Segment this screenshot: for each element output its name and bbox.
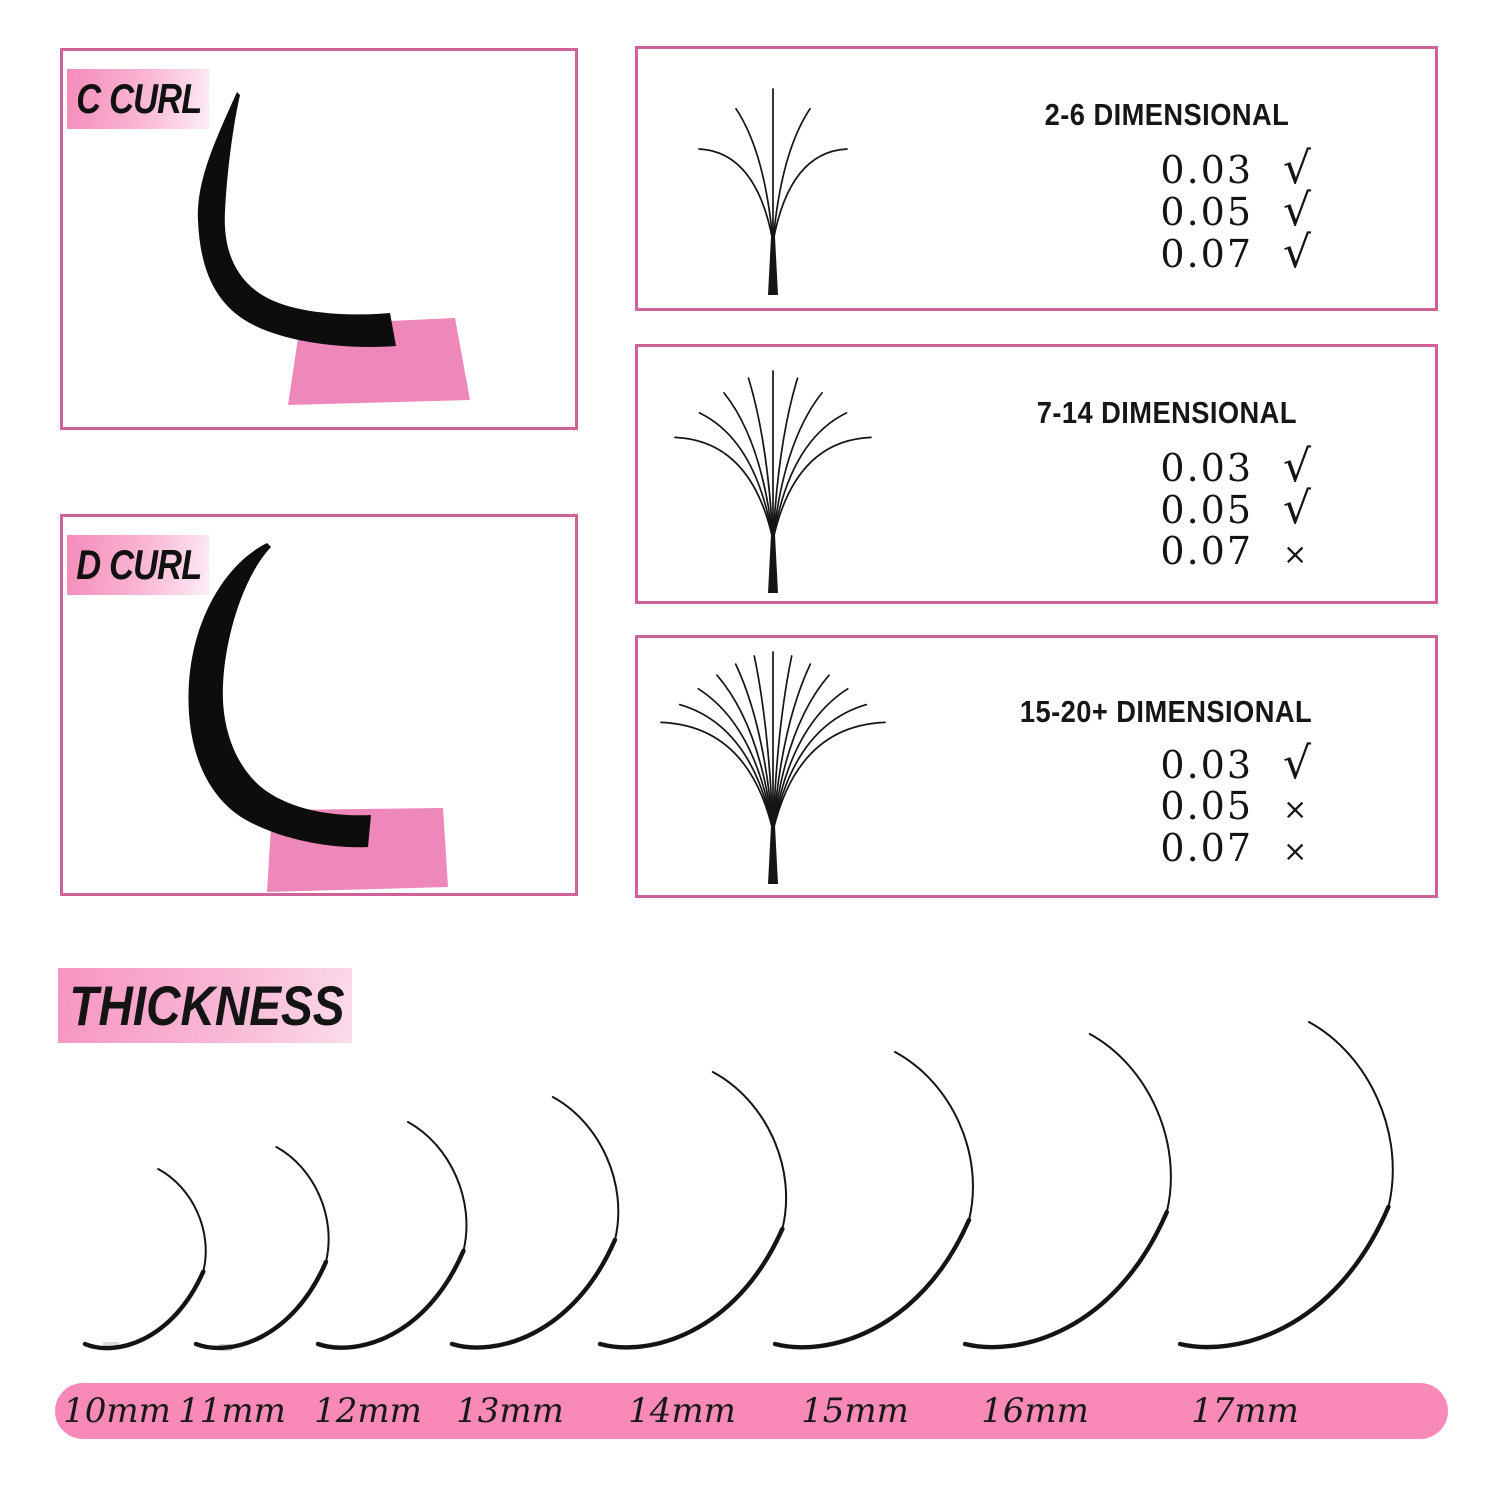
support-mark: √ — [1283, 441, 1312, 492]
d-curl-label-text: D CURL — [76, 541, 202, 588]
length-label: 17mm — [1191, 1391, 1299, 1431]
spec-row — [1108, 143, 1448, 194]
d-curl-lash — [188, 543, 371, 847]
d-curl-label — [67, 535, 209, 595]
spec-row — [1108, 529, 1448, 571]
spec-row — [1108, 185, 1448, 236]
dimensional-title: 7-14 DIMENSIONAL — [1036, 395, 1297, 430]
dimensional-card-2-6 — [635, 46, 1438, 311]
c-curl-label-text: C CURL — [76, 75, 202, 122]
fan-illustration-15-20 — [638, 644, 908, 892]
support-mark: √ — [1283, 738, 1312, 789]
thickness-spec-list — [1108, 143, 1448, 278]
spec-row — [1108, 826, 1448, 868]
c-curl-lash — [198, 92, 396, 347]
spec-row — [1108, 738, 1448, 789]
support-mark: √ — [1283, 227, 1312, 278]
length-label: 15mm — [801, 1391, 909, 1431]
thickness-value: 0.07 — [1160, 232, 1253, 276]
support-mark: √ — [1283, 143, 1312, 194]
thickness-value: 0.07 — [1160, 826, 1253, 870]
thickness-value: 0.03 — [1160, 743, 1253, 787]
thickness-value: 0.05 — [1160, 190, 1253, 234]
length-label: 12mm — [314, 1391, 422, 1431]
length-label: 11mm — [178, 1391, 286, 1431]
support-mark: × — [1283, 792, 1308, 826]
support-mark: √ — [1283, 185, 1312, 236]
lash-length-curves — [0, 990, 1500, 1370]
thickness-value: 0.05 — [1160, 784, 1253, 828]
thickness-value: 0.07 — [1160, 529, 1253, 573]
spec-row — [1108, 784, 1448, 826]
dimensional-card-15-20 — [635, 635, 1438, 898]
thickness-label-text: THICKNESS — [69, 974, 345, 1037]
dimensional-card-7-14 — [635, 344, 1438, 604]
length-label: 16mm — [981, 1391, 1089, 1431]
support-mark: √ — [1283, 483, 1312, 534]
thickness-spec-list — [1108, 738, 1448, 870]
thickness-value: 0.03 — [1160, 148, 1253, 192]
thickness-value: 0.03 — [1160, 446, 1253, 490]
d-curl-card — [60, 514, 578, 896]
spec-row — [1108, 483, 1448, 534]
dimensional-title: 2-6 DIMENSIONAL — [1044, 97, 1289, 132]
length-label: 13mm — [456, 1391, 564, 1431]
thickness-value: 0.05 — [1160, 488, 1253, 532]
spec-row — [1108, 441, 1448, 492]
c-curl-label — [67, 69, 209, 129]
fan-illustration-2-6 — [638, 55, 908, 303]
fan-illustration-7-14 — [638, 353, 908, 601]
length-label: 14mm — [628, 1391, 736, 1431]
dimensional-title: 15-20+ DIMENSIONAL — [1020, 694, 1313, 729]
support-mark: × — [1283, 537, 1308, 571]
length-label: 10mm — [63, 1391, 171, 1431]
c-curl-card — [60, 48, 578, 430]
length-scale-bar — [55, 1383, 1448, 1439]
support-mark: × — [1283, 834, 1308, 868]
spec-row — [1108, 227, 1448, 278]
thickness-spec-list — [1108, 441, 1448, 573]
